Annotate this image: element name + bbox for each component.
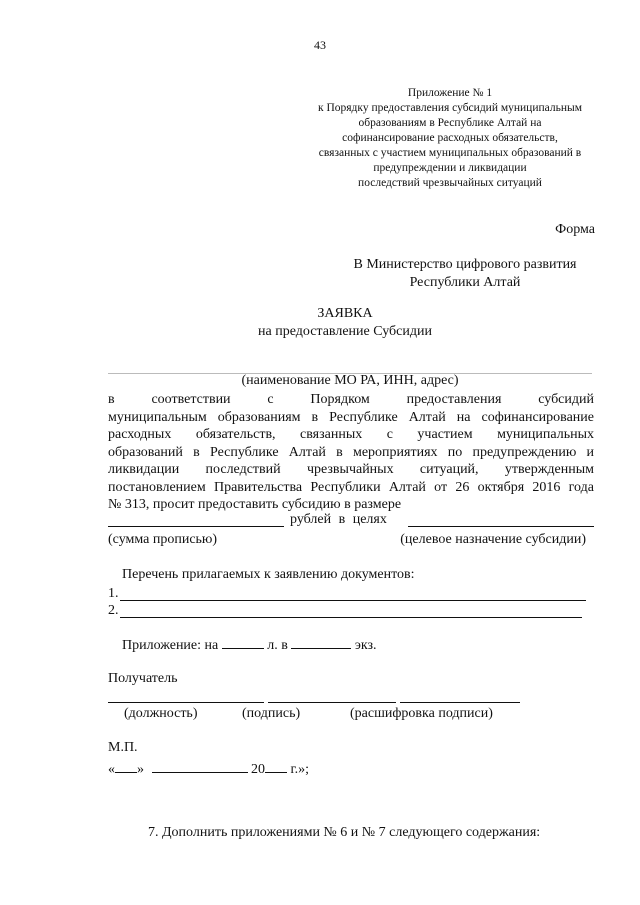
attachment-suffix: экз. (354, 638, 377, 653)
body-line: образований в Республике Алтай в мероприятиях по предупреждению и (108, 444, 594, 460)
date-line (108, 760, 309, 778)
applicant-caption: (наименование МО РА, ИНН, адрес) (241, 373, 459, 388)
signature-caption: (подпись) (242, 706, 301, 721)
appendix-line: связанных с участием муниципальных образований в (318, 147, 582, 159)
title-sub: на предоставление Субсидии (258, 324, 432, 339)
body-line: № 313, просит предоставить субсидию в размере (108, 497, 402, 512)
attachment-line (122, 636, 377, 654)
signature-blank (268, 702, 396, 703)
body-line: постановлением Правительства Республики Алтай от 26 октября 2016 года (108, 479, 594, 495)
month-blank (152, 760, 248, 773)
seal-label: М.П. (108, 740, 138, 755)
pages-blank (222, 636, 264, 649)
attachment-middle: л. в (267, 638, 288, 653)
body-line: ликвидации последствий чрезвычайных ситуаций, утвержденным (108, 462, 594, 477)
document-blank (120, 600, 586, 601)
form-label: Форма (555, 222, 595, 237)
purpose-caption: (целевое назначение субсидии) (400, 532, 586, 547)
document-number: 1. (108, 586, 119, 601)
body-line: расходных обязательств, связанных с участием муниципальных (108, 427, 594, 442)
body-line: муниципальным образованиям в Республике Алтай на софинансирование (108, 409, 594, 425)
page-number: 43 (314, 38, 326, 52)
document-line (108, 586, 586, 604)
appendix-header (290, 86, 610, 191)
year-blank (265, 760, 287, 773)
addressee-line-1: В Министерство цифрового развития (353, 257, 577, 272)
attachment-prefix: Приложение: на (122, 638, 219, 653)
signature-name-caption: (расшифровка подписи) (350, 706, 493, 721)
appendix-line: предупреждении и ликвидации (373, 162, 527, 174)
title-main: ЗАЯВКА (317, 306, 373, 321)
body-line: в соответствии с Порядком предоставления субсидий (108, 392, 594, 407)
body-text (108, 391, 594, 514)
date-open-quote: « (108, 762, 115, 777)
year-suffix: г.»; (290, 762, 310, 777)
purpose-blank (408, 512, 594, 527)
appendix-line: софинансирование расходных обязательств, (342, 132, 558, 144)
document-blank (120, 617, 582, 618)
amount-middle-text: рублей в целях (290, 512, 387, 527)
year-prefix: 20 (251, 762, 265, 777)
amount-caption: (сумма прописью) (108, 532, 218, 547)
date-close-quote: » (137, 762, 144, 777)
amount-blank (108, 512, 284, 527)
appendix-line: последствий чрезвычайных ситуаций (358, 177, 542, 189)
copies-blank (291, 636, 351, 649)
document-number: 2. (108, 603, 119, 618)
appendix-line: к Порядку предоставления субсидий муниципальным (317, 102, 582, 114)
amount-row (108, 512, 594, 532)
position-caption: (должность) (124, 706, 198, 721)
signature-captions (108, 706, 588, 726)
addressee (340, 256, 590, 292)
day-blank (115, 760, 137, 773)
addressee-line-2: Республики Алтай (409, 275, 521, 290)
recipient-label: Получатель (108, 671, 178, 686)
signature-name-blank (400, 702, 520, 703)
position-blank (108, 702, 264, 703)
footer-text: 7. Дополнить приложениями № 6 и № 7 следующего содержания: (148, 825, 541, 840)
appendix-line: образованиям в Республике Алтай на (358, 117, 542, 129)
appendix-line: Приложение № 1 (407, 87, 493, 99)
document-line (108, 603, 582, 621)
documents-heading: Перечень прилагаемых к заявлению документов: (122, 567, 415, 582)
